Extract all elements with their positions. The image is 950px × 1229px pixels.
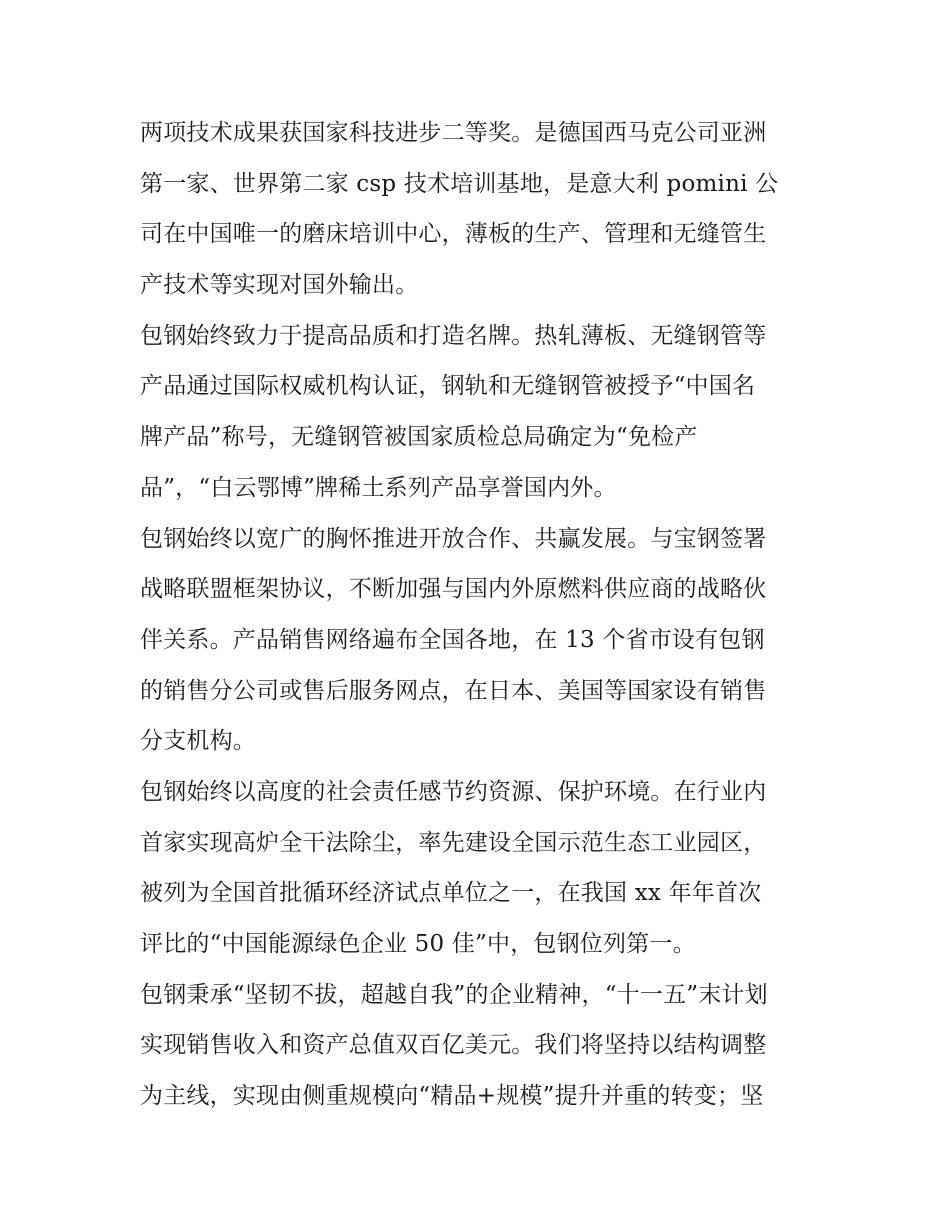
text-line: 首家实现高炉全干法除尘，率先建设全国示范生态工业园区， xyxy=(140,829,767,856)
paragraph-tech-achievements xyxy=(140,108,820,311)
paragraph-enterprise-spirit xyxy=(140,970,820,1122)
text-line: 包钢秉承“坚韧不拔，超越自我”的企业精神，“十一五”末计划 xyxy=(140,981,768,1008)
text-line: 包钢始终以宽广的胸怀推进开放合作、共赢发展。与宝钢签署 xyxy=(140,525,767,552)
text-line: 战略联盟框架协议，不断加强与国内外原燃料供应商的战略伙 xyxy=(140,576,767,603)
text-line: 产品通过国际权威机构认证，钢轨和无缝钢管被授予“中国名 xyxy=(140,373,756,400)
text-line: 评比的“中国能源绿色企业 50 佳”中，包钢位列第一。 xyxy=(140,931,696,957)
text-line: 被列为全国首批循环经济试点单位之一，在我国 xx 年年首次 xyxy=(140,880,762,907)
text-line: 伴关系。产品销售网络遍布全国各地，在 13 个省市设有包钢 xyxy=(140,626,765,653)
text-line: 包钢始终致力于提高品质和打造名牌。热轧薄板、无缝钢管等 xyxy=(140,322,767,349)
text-line: 产技术等实现对国外输出。 xyxy=(140,272,419,299)
text-line: 第一家、世界第二家 csp 技术培训基地，是意大利 pomini 公 xyxy=(140,170,779,197)
text-line: 为主线，实现由侧重规模向“精品+规模”提升并重的转变；坚 xyxy=(140,1083,764,1110)
paragraph-environment xyxy=(140,767,820,970)
text-line: 司在中国唯一的磨床培训中心，薄板的生产、管理和无缝管生 xyxy=(140,221,767,248)
text-line: 的销售分公司或售后服务网点，在日本、美国等国家设有销售 xyxy=(140,677,767,704)
text-line: 品”，“白云鄂博”牌稀土系列产品享誉国内外。 xyxy=(140,474,617,501)
text-line: 牌产品”称号，无缝钢管被国家质检总局确定为“免检产 xyxy=(140,424,698,451)
text-line: 分支机构。 xyxy=(140,728,256,755)
document-body xyxy=(140,108,820,1122)
text-line: 包钢始终以高度的社会责任感节约资源、保护环境。在行业内 xyxy=(140,778,767,805)
text-line: 实现销售收入和资产总值双百亿美元。我们将坚持以结构调整 xyxy=(140,1032,767,1059)
paragraph-quality-brand xyxy=(140,311,820,514)
paragraph-cooperation xyxy=(140,514,820,767)
text-line: 两项技术成果获国家科技进步二等奖。是德国西马克公司亚洲 xyxy=(140,120,767,146)
